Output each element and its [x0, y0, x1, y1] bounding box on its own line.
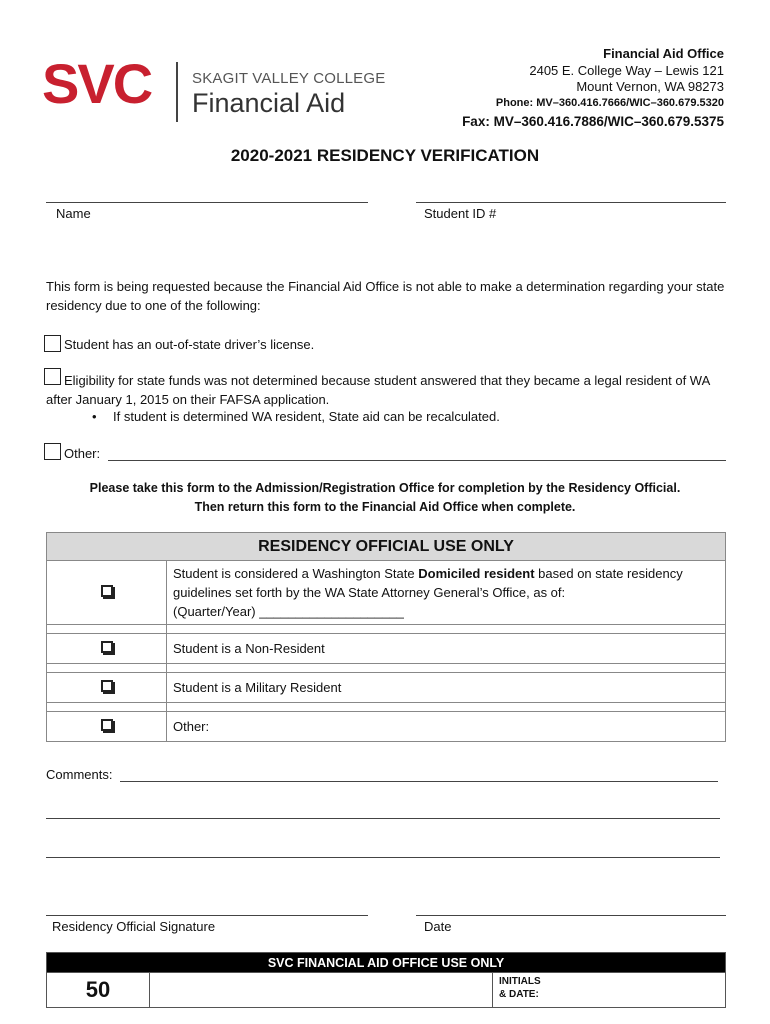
other-field-line[interactable] [108, 460, 726, 461]
signature-line[interactable] [46, 915, 368, 916]
office-use-blank-cell[interactable] [150, 973, 493, 1008]
domiciled-text-post: based on state residency guidelines set forth by the WA State Attorney General’s Office, as of: [173, 566, 683, 600]
non-resident-text: Student is a Non-Resident [167, 634, 726, 664]
non-resident-checkbox[interactable] [101, 641, 113, 653]
office-phone: Phone: MV–360.416.7666/WIC–360.679.5320 [495, 97, 724, 109]
svc-logo-mark: SVC [42, 52, 152, 115]
option-bullet-dot: • [92, 409, 97, 424]
office-use-table [46, 952, 726, 1008]
form-title: 2020-2021 RESIDENCY VERIFICATION [230, 146, 540, 165]
comments-line-3[interactable] [46, 857, 720, 858]
initials-date-cell[interactable] [493, 973, 726, 1008]
spacer-cell [47, 703, 167, 712]
instruction-line1: Please take this form to the Admission/Registration Office for completion by the Residency Official. [89, 481, 681, 495]
domiciled-checkbox-cell [47, 561, 167, 625]
comments-line-1[interactable] [120, 781, 718, 782]
office-fax: Fax: MV–360.416.7886/WIC–360.679.5375 [462, 114, 724, 129]
name-label: Name [56, 206, 91, 221]
option-other-label: Other: [64, 446, 101, 461]
spacer-cell [167, 625, 726, 634]
spacer-cell [47, 664, 167, 673]
military-resident-text: Student is a Military Resident [167, 673, 726, 703]
out-of-state-license-checkbox[interactable] [44, 335, 61, 352]
date-label: Date [424, 919, 452, 934]
office-address-line2: Mount Vernon, WA 98273 [576, 79, 724, 94]
instruction-line2: Then return this form to the Financial Aid Office when complete. [194, 500, 576, 514]
domiciled-text [167, 561, 726, 625]
office-name: Financial Aid Office [603, 46, 724, 61]
comments-line-2[interactable] [46, 818, 720, 819]
domiciled-checkbox[interactable] [101, 585, 113, 597]
option-eligibility-bullet: If student is determined WA resident, State aid can be recalculated. [113, 409, 500, 424]
spacer-cell [47, 625, 167, 634]
option-out-of-state-license: Student has an out-of-state driver’s license. [64, 337, 315, 352]
spacer-cell [167, 664, 726, 673]
name-field-line[interactable] [46, 202, 368, 203]
initials-label: INITIALS [499, 976, 541, 987]
military-resident-checkbox-cell [47, 673, 167, 703]
logo-college-name: SKAGIT VALLEY COLLEGE [192, 70, 386, 87]
option-eligibility: Eligibility for state funds was not determined because student answered that they became a legal resident of WA after January 1, 2015 on their FAFSA application. [46, 373, 710, 407]
other-checkbox[interactable] [44, 443, 61, 460]
office-address-line1: 2405 E. College Way – Lewis 121 [529, 63, 724, 78]
logo-department: Financial Aid [192, 88, 346, 118]
quarter-year-field[interactable]: (Quarter/Year) ____________________ [173, 604, 404, 619]
office-code: 50 [47, 973, 150, 1008]
residency-official-table [46, 532, 726, 742]
intro-paragraph: This form is being requested because the Financial Aid Office is not able to make a determination regarding your state residency due to one of the following: [46, 279, 725, 313]
date-line[interactable] [416, 915, 726, 916]
non-resident-checkbox-cell [47, 634, 167, 664]
comments-label: Comments: [46, 767, 113, 782]
signature-label: Residency Official Signature [52, 919, 216, 934]
initials-date-label: & DATE: [499, 989, 539, 1000]
student-id-field-line[interactable] [416, 202, 726, 203]
official-other-checkbox[interactable] [101, 719, 113, 731]
official-other-checkbox-cell [47, 712, 167, 742]
domiciled-text-pre: Student is considered a Washington State [173, 566, 419, 581]
logo-divider [176, 62, 178, 122]
military-resident-checkbox[interactable] [101, 680, 113, 692]
residency-table-header: RESIDENCY OFFICIAL USE ONLY [47, 533, 726, 561]
spacer-cell [167, 703, 726, 712]
office-use-header: SVC FINANCIAL AID OFFICE USE ONLY [47, 953, 726, 973]
student-id-label: Student ID # [424, 206, 497, 221]
domiciled-text-bold: Domiciled resident [418, 566, 535, 581]
official-other-text: Other: [167, 712, 726, 742]
